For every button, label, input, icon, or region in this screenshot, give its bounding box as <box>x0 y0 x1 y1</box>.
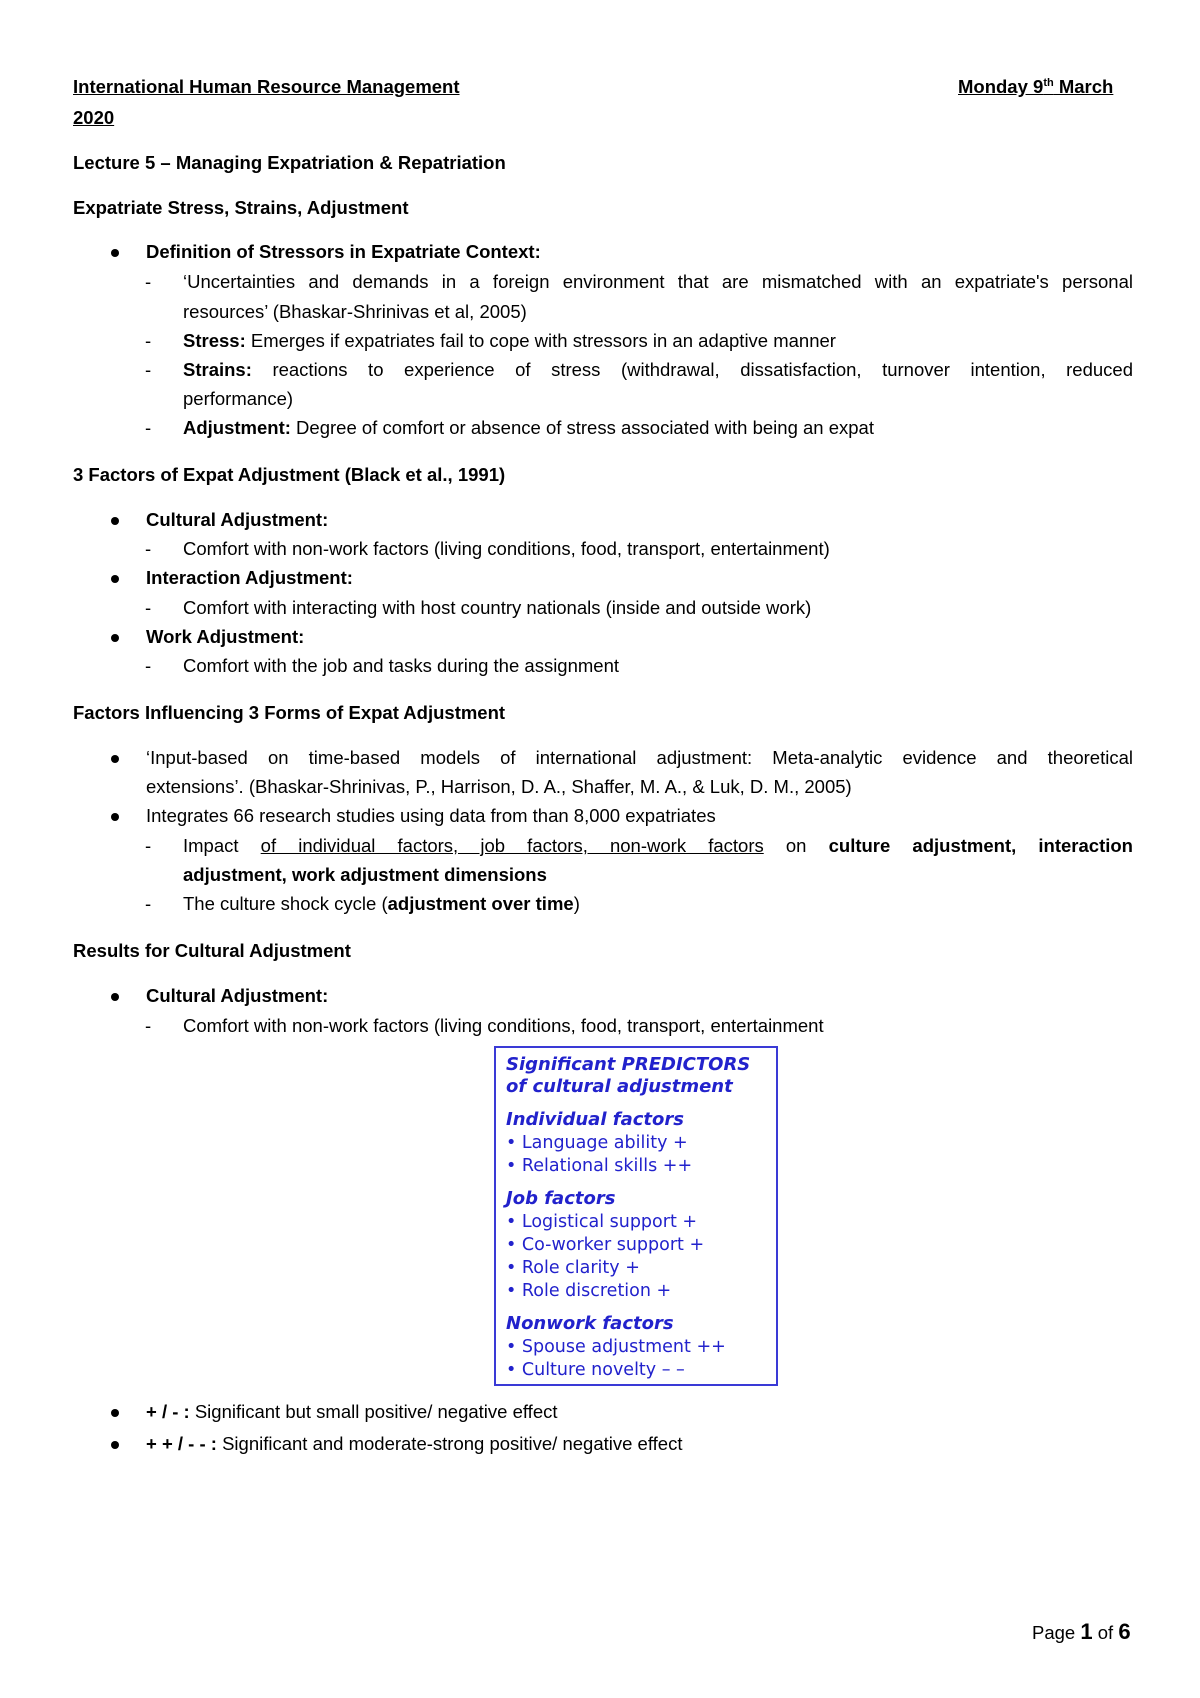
predictors-title-line1: Significant PREDICTORS <box>506 1054 751 1075</box>
predictor-item: • Spouse adjustment ++ <box>506 1337 726 1357</box>
shock-prefix: The culture shock cycle ( <box>183 893 388 914</box>
page-current: 1 <box>1080 1619 1093 1644</box>
strains-definition <box>183 358 1133 382</box>
strains-line2: performance) <box>183 388 294 409</box>
legend-small-effect <box>146 1400 558 1424</box>
predictor-item: • Relational skills ++ <box>506 1156 693 1176</box>
integrates-studies: Integrates 66 research studies using data from than 8,000 expatriates <box>146 805 716 826</box>
citation-line2: extensions’. (Bhaskar-Shrinivas, P., Harrison, D. A., Shaffer, M. A., & Luk, D. M., 2005) <box>146 776 852 797</box>
legend-moderate-label: + + / - - : <box>146 1433 217 1454</box>
individual-factors-heading: Individual factors <box>506 1109 684 1130</box>
interaction-adjustment-heading: Interaction Adjustment: <box>146 567 353 588</box>
page-prefix: Page <box>1032 1622 1081 1643</box>
impact-line1 <box>183 834 1133 858</box>
bullet-dot <box>111 517 119 525</box>
dash: - <box>145 655 152 676</box>
bullet-dot <box>111 755 119 763</box>
bullet-dot <box>111 634 119 642</box>
date-month: March <box>1053 76 1114 97</box>
predictor-item: • Language ability + <box>506 1133 688 1153</box>
stressors-quote-line2: resources’ (Bhaskar-Shrinivas et al, 2005) <box>183 301 527 322</box>
dash: - <box>145 893 152 914</box>
course-title: International Human Resource Management <box>73 76 460 97</box>
impact-underlined: of individual factors, job factors, non-work factors <box>260 835 764 856</box>
bullet-dot <box>111 1409 119 1417</box>
section-heading-factors: 3 Factors of Expat Adjustment (Black et al., 1991) <box>73 464 506 485</box>
date-day: Monday 9 <box>958 76 1044 97</box>
citation-line1: ‘Input-based on time-based models of international adjustment: Meta-analytic evidence and theoretical <box>146 747 1133 768</box>
lecture-title: Lecture 5 – Managing Expatriation & Repatriation <box>73 152 506 173</box>
predictors-title-line2: of cultural adjustment <box>506 1076 733 1097</box>
shock-suffix: ) <box>573 893 580 914</box>
impact-prefix: Impact <box>183 835 261 856</box>
dash: - <box>145 835 152 856</box>
section-heading-results: Results for Cultural Adjustment <box>73 940 351 961</box>
dash: - <box>145 417 152 438</box>
predictor-item: • Culture novelty – – <box>506 1360 685 1380</box>
job-factors-heading: Job factors <box>506 1188 616 1209</box>
stress-label: Stress: <box>183 330 246 351</box>
predictor-item: • Co-worker support + <box>506 1235 705 1255</box>
stress-text: Emerges if expatriates fail to cope with stressors in an adaptive manner <box>245 330 836 351</box>
header-year: 2020 <box>73 107 115 128</box>
header-date <box>958 75 1113 99</box>
adjustment-label: Adjustment: <box>183 417 291 438</box>
dash: - <box>145 330 152 351</box>
bullet-dot <box>111 575 119 583</box>
strains-text: reactions to experience of stress (withdrawal, dissatisfaction, turnover intention, reduced <box>251 359 1133 380</box>
interaction-adjustment-text: Comfort with interacting with host country nationals (inside and outside work) <box>183 597 812 618</box>
dash: - <box>145 271 152 292</box>
dash: - <box>145 538 152 559</box>
stressors-quote-line1: ‘Uncertainties and demands in a foreign environment that are mismatched with an expatriate's personal <box>183 271 1133 292</box>
legend-moderate-effect <box>146 1432 682 1456</box>
nonwork-factors-heading: Nonwork factors <box>506 1313 674 1334</box>
work-adjustment-heading: Work Adjustment: <box>146 626 305 647</box>
cultural-adjustment-text: Comfort with non-work factors (living conditions, food, transport, entertainment) <box>183 538 830 559</box>
page-of: of <box>1092 1622 1119 1643</box>
cultural-adjustment-heading: Cultural Adjustment: <box>146 509 329 530</box>
predictor-item: • Role discretion + <box>506 1281 672 1301</box>
page-total: 6 <box>1118 1619 1131 1644</box>
dash: - <box>145 359 152 380</box>
impact-on: on <box>763 835 829 856</box>
dash: - <box>145 597 152 618</box>
impact-bold: culture adjustment, interaction <box>828 835 1133 856</box>
section-heading-stress: Expatriate Stress, Strains, Adjustment <box>73 197 409 218</box>
bullet-dot <box>111 993 119 1001</box>
legend-moderate-text: Significant and moderate-strong positive/ negative effect <box>216 1433 683 1454</box>
bullet-dot <box>111 813 119 821</box>
predictor-item: • Logistical support + <box>506 1212 698 1232</box>
strains-label: Strains: <box>183 359 252 380</box>
section-heading-influencing: Factors Influencing 3 Forms of Expat Adjustment <box>73 702 506 723</box>
stress-definition <box>183 329 836 353</box>
stressors-definition-heading: Definition of Stressors in Expatriate Context: <box>146 241 541 262</box>
adjustment-definition <box>183 416 874 440</box>
date-sup: th <box>1043 76 1054 89</box>
dash: - <box>145 1015 152 1036</box>
bullet-dot <box>111 249 119 257</box>
results-cultural-heading: Cultural Adjustment: <box>146 985 329 1006</box>
page-number <box>1032 1620 1131 1645</box>
legend-small-label: + / - : <box>146 1401 190 1422</box>
bullet-dot <box>111 1441 119 1449</box>
work-adjustment-text: Comfort with the job and tasks during the assignment <box>183 655 620 676</box>
predictors-figure <box>494 1046 778 1386</box>
legend-small-text: Significant but small positive/ negative effect <box>189 1401 558 1422</box>
predictor-item: • Role clarity + <box>506 1258 640 1278</box>
culture-shock-cycle <box>183 892 580 916</box>
results-cultural-text: Comfort with non-work factors (living conditions, food, transport, entertainment <box>183 1015 824 1036</box>
shock-bold: adjustment over time <box>387 893 574 914</box>
adjustment-text: Degree of comfort or absence of stress associated with being an expat <box>290 417 874 438</box>
impact-line2: adjustment, work adjustment dimensions <box>183 864 547 885</box>
